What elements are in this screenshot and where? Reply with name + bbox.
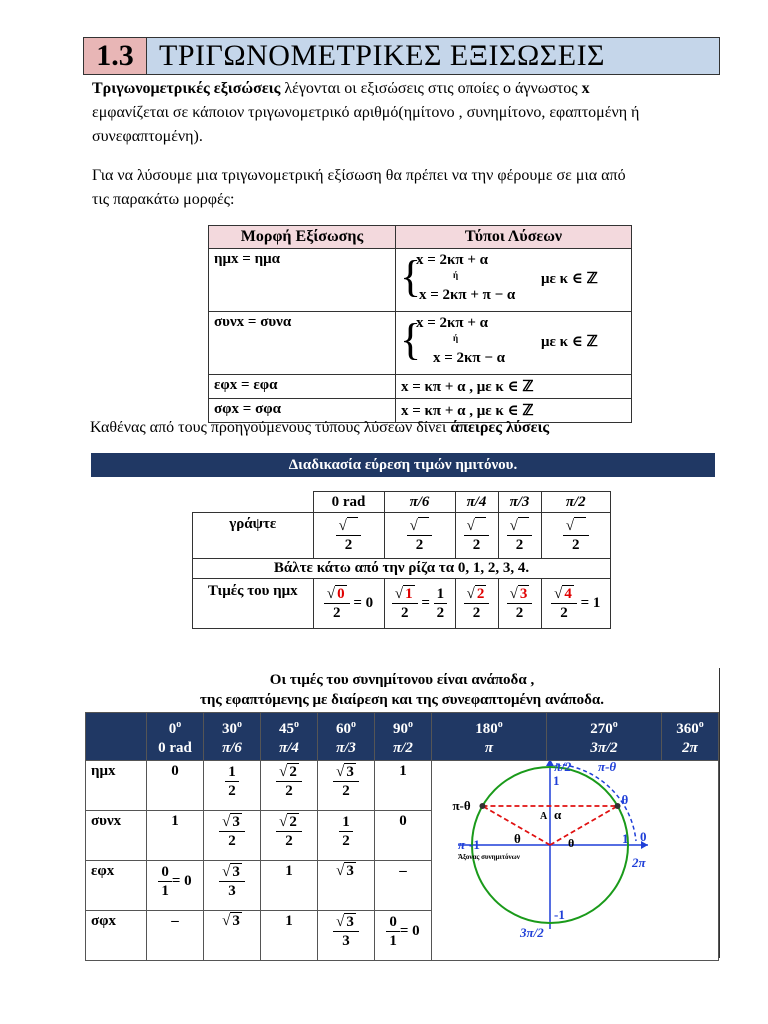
cell: $\frac{√ 2}{2}$ <box>261 811 318 861</box>
forms-col-solutions: Τύποι Λύσεων <box>396 226 632 249</box>
empty-cell <box>193 492 314 513</box>
cell: $\frac{√ 3}{2}$ <box>318 761 375 811</box>
cell: $\frac{√ 2}{2}$ <box>261 761 318 811</box>
blank-sqrt: $\frac{√}{2}$ <box>498 513 541 559</box>
values-table <box>85 712 719 961</box>
row-label-sin: ημx <box>86 761 147 811</box>
forms-paragraph <box>92 164 722 212</box>
col-180: 180$^o$ π <box>432 713 547 761</box>
cell: – <box>375 861 432 911</box>
values-label: Τιμές του ημx <box>193 579 314 629</box>
form-cot: σφx = σφα <box>209 399 396 423</box>
note-text: Καθένας από τους προηγούμενους τύπους λύσεων δίνει <box>90 419 451 436</box>
den: 2 <box>515 537 524 553</box>
infinite-note <box>90 416 549 440</box>
intro-var: x <box>581 80 590 97</box>
label-theta-bottom: θ <box>514 831 521 846</box>
cos-or: ή <box>453 333 459 343</box>
eq-zero: = 0 <box>353 594 374 611</box>
blank-sqrt: $\frac{√}{2}$ <box>313 513 384 559</box>
label-top-one: 1 <box>553 773 560 788</box>
col-45: 45$^o$ π/4 <box>261 713 318 761</box>
col-30: 30$^o$ π/6 <box>204 713 261 761</box>
angle-pi3: π/3 <box>498 492 541 513</box>
x-axis-caption: Άξονας συνημιτόνων <box>458 853 520 861</box>
sin-sol1: x = 2κπ + α <box>416 252 489 268</box>
intro-line3: συνεφαπτομένη). <box>92 128 203 145</box>
label-one-right: 1 <box>622 831 629 846</box>
cell: $\frac{√ 3}{2}$ <box>204 811 261 861</box>
brace-icon: { <box>400 252 422 301</box>
forms-col-form: Μορφή Εξίσωσης <box>209 226 396 249</box>
values-caption <box>85 670 719 710</box>
form-tan: εφx = εφα <box>209 375 396 399</box>
forms-table <box>208 225 632 423</box>
solution-sin <box>396 249 632 312</box>
sin-sol2: x = 2κπ + π − α <box>419 287 516 303</box>
den: 2 <box>571 537 580 553</box>
intro-term: Τριγωνομετρικές εξισώσεις <box>92 80 281 97</box>
col-360: 360$^o$ 2π <box>662 713 719 761</box>
den: 2 <box>472 537 481 553</box>
caption-line2: της εφαπτόμενης με διαίρεση και της συνεφαπτομένη ανάποδα. <box>199 692 605 708</box>
table-row <box>209 375 632 399</box>
cell: 1 <box>147 811 204 861</box>
cell: 1 <box>261 911 318 961</box>
label-zero: 0 <box>640 829 647 844</box>
point-pi-minus-theta <box>479 803 485 809</box>
col-270: 270$^o$ 3π/2 <box>547 713 662 761</box>
row-label-cos: συνx <box>86 811 147 861</box>
form-cos: συνx = συνα <box>209 312 396 375</box>
sin-value-90: $\frac{√ 4}{2}$ = 1 <box>541 579 611 629</box>
cos-cond: με κ ∈ ℤ <box>541 334 598 350</box>
blank-sqrt: $\frac{√}{2}$ <box>541 513 611 559</box>
label-minus-one-left: -1 <box>469 837 480 852</box>
cell: $\frac{0}{1}$ = 0 <box>147 861 204 911</box>
forms-line1: Για να λύσουμε μια τριγωνομετρική εξίσωση θα πρέπει να την φέρουμε σε μια από <box>92 167 626 184</box>
row-label-cot: σφx <box>86 911 147 961</box>
label-theta-small: θ <box>568 836 575 850</box>
instruction: Βάλτε κάτω από την ρίζα τα 0, 1, 2, 3, 4. <box>193 559 611 579</box>
cell: $\frac{1}{2}$ <box>318 811 375 861</box>
angle-0: 0 rad <box>313 492 384 513</box>
label-alpha-upper: Α <box>540 811 548 822</box>
angle-pi2: π/2 <box>541 492 611 513</box>
cell: $\frac{√ 3}{3}$ <box>204 861 261 911</box>
blank-sqrt: $\frac{√}{2}$ <box>455 513 498 559</box>
intro-paragraph <box>92 77 722 149</box>
label-minus-one-bottom: -1 <box>554 907 565 922</box>
label-pi-minus-theta-top: π-θ <box>598 761 617 774</box>
section-number: 1.3 <box>83 37 147 75</box>
col-0: 0$^o$ 0 rad <box>147 713 204 761</box>
angle-pi6: π/6 <box>384 492 455 513</box>
point-theta <box>615 803 621 809</box>
blank-sqrt: $\frac{√}{2}$ <box>384 513 455 559</box>
row-label-tan: εφx <box>86 861 147 911</box>
table-row <box>209 249 632 312</box>
label-two-pi: 2π <box>632 855 646 870</box>
solution-cot: x = κπ + α , με κ ∈ ℤ <box>396 399 632 423</box>
sin-value-60: $\frac{√ 3}{2}$ <box>498 579 541 629</box>
write-label: γράψτε <box>193 513 314 559</box>
y-axis-arrow-icon <box>546 761 554 766</box>
den: 2 <box>415 537 424 553</box>
intro-line1: λέγονται οι εξισώσεις στις οποίες ο άγνωστος <box>280 80 582 97</box>
form-sin: ημx = ημα <box>209 249 396 312</box>
sin-or: ή <box>453 270 459 280</box>
table-row <box>209 312 632 375</box>
cell: 1 <box>375 761 432 811</box>
procedure-table <box>192 491 611 629</box>
intro-line2: εμφανίζεται σε κάποιον τριγωνομετρικό αριθμό(ημίτονο , συνημίτονο, εφαπτομένη ή <box>92 104 640 121</box>
label-pi-minus-theta-left: π-θ <box>452 798 471 813</box>
cell: 1 <box>261 861 318 911</box>
brace-icon: { <box>400 315 422 364</box>
cell: 0 <box>147 761 204 811</box>
unit-circle-diagram <box>432 761 678 957</box>
procedure-bar: Διαδικασία εύρεση τιμών ημιτόνου. <box>91 453 715 477</box>
corner-cell <box>86 713 147 761</box>
cell: √ 3 <box>318 861 375 911</box>
angle-pi4: π/4 <box>455 492 498 513</box>
forms-line2: τις παρακάτω μορφές: <box>92 191 235 208</box>
solution-tan: x = κπ + α , με κ ∈ ℤ <box>396 375 632 399</box>
cell: $\frac{1}{2}$ <box>204 761 261 811</box>
solution-cos <box>396 312 632 375</box>
cell: $\frac{√ 3}{3}$ <box>318 911 375 961</box>
col-60: 60$^o$ π/3 <box>318 713 375 761</box>
cell: 0 <box>375 811 432 861</box>
sin-value-45: $\frac{√ 2}{2}$ <box>455 579 498 629</box>
col-90: 90$^o$ π/2 <box>375 713 432 761</box>
label-alpha: α <box>554 807 562 822</box>
caption-line1: Οι τιμές του συνημίτονου είναι ανάποδα , <box>269 672 535 688</box>
table-row <box>86 761 719 811</box>
label-three-pi-half: 3π/2 <box>520 925 544 940</box>
label-theta-right: θ <box>621 792 629 807</box>
label-pi: π <box>458 837 466 852</box>
cos-sol1: x = 2κπ + α <box>416 315 489 331</box>
section-title: ΤΡΙΓΩΝΟΜΕΤΡΙΚΕΣ ΕΞΙΣΩΣΕΙΣ <box>147 37 720 75</box>
cell: $\frac{0}{1}$ = 0 <box>375 911 432 961</box>
cos-sol2: x = 2κπ − α <box>433 350 506 366</box>
note-bold: άπειρες λύσεις <box>450 419 550 436</box>
cell: √ 3 <box>204 911 261 961</box>
sin-cond: με κ ∈ ℤ <box>541 271 598 287</box>
cell: – <box>147 911 204 961</box>
sin-value-30: $\frac{√ 1}{2}$ = $\frac{1}{2}$ <box>384 579 455 629</box>
sin-value-0: $\frac{√ 0}{2}$ = 0 <box>313 579 384 629</box>
unit-circle-cell <box>432 761 719 961</box>
den: 2 <box>344 537 353 553</box>
label-pi-half: π/2 <box>554 761 572 774</box>
eq-one: = 1 <box>580 594 601 611</box>
